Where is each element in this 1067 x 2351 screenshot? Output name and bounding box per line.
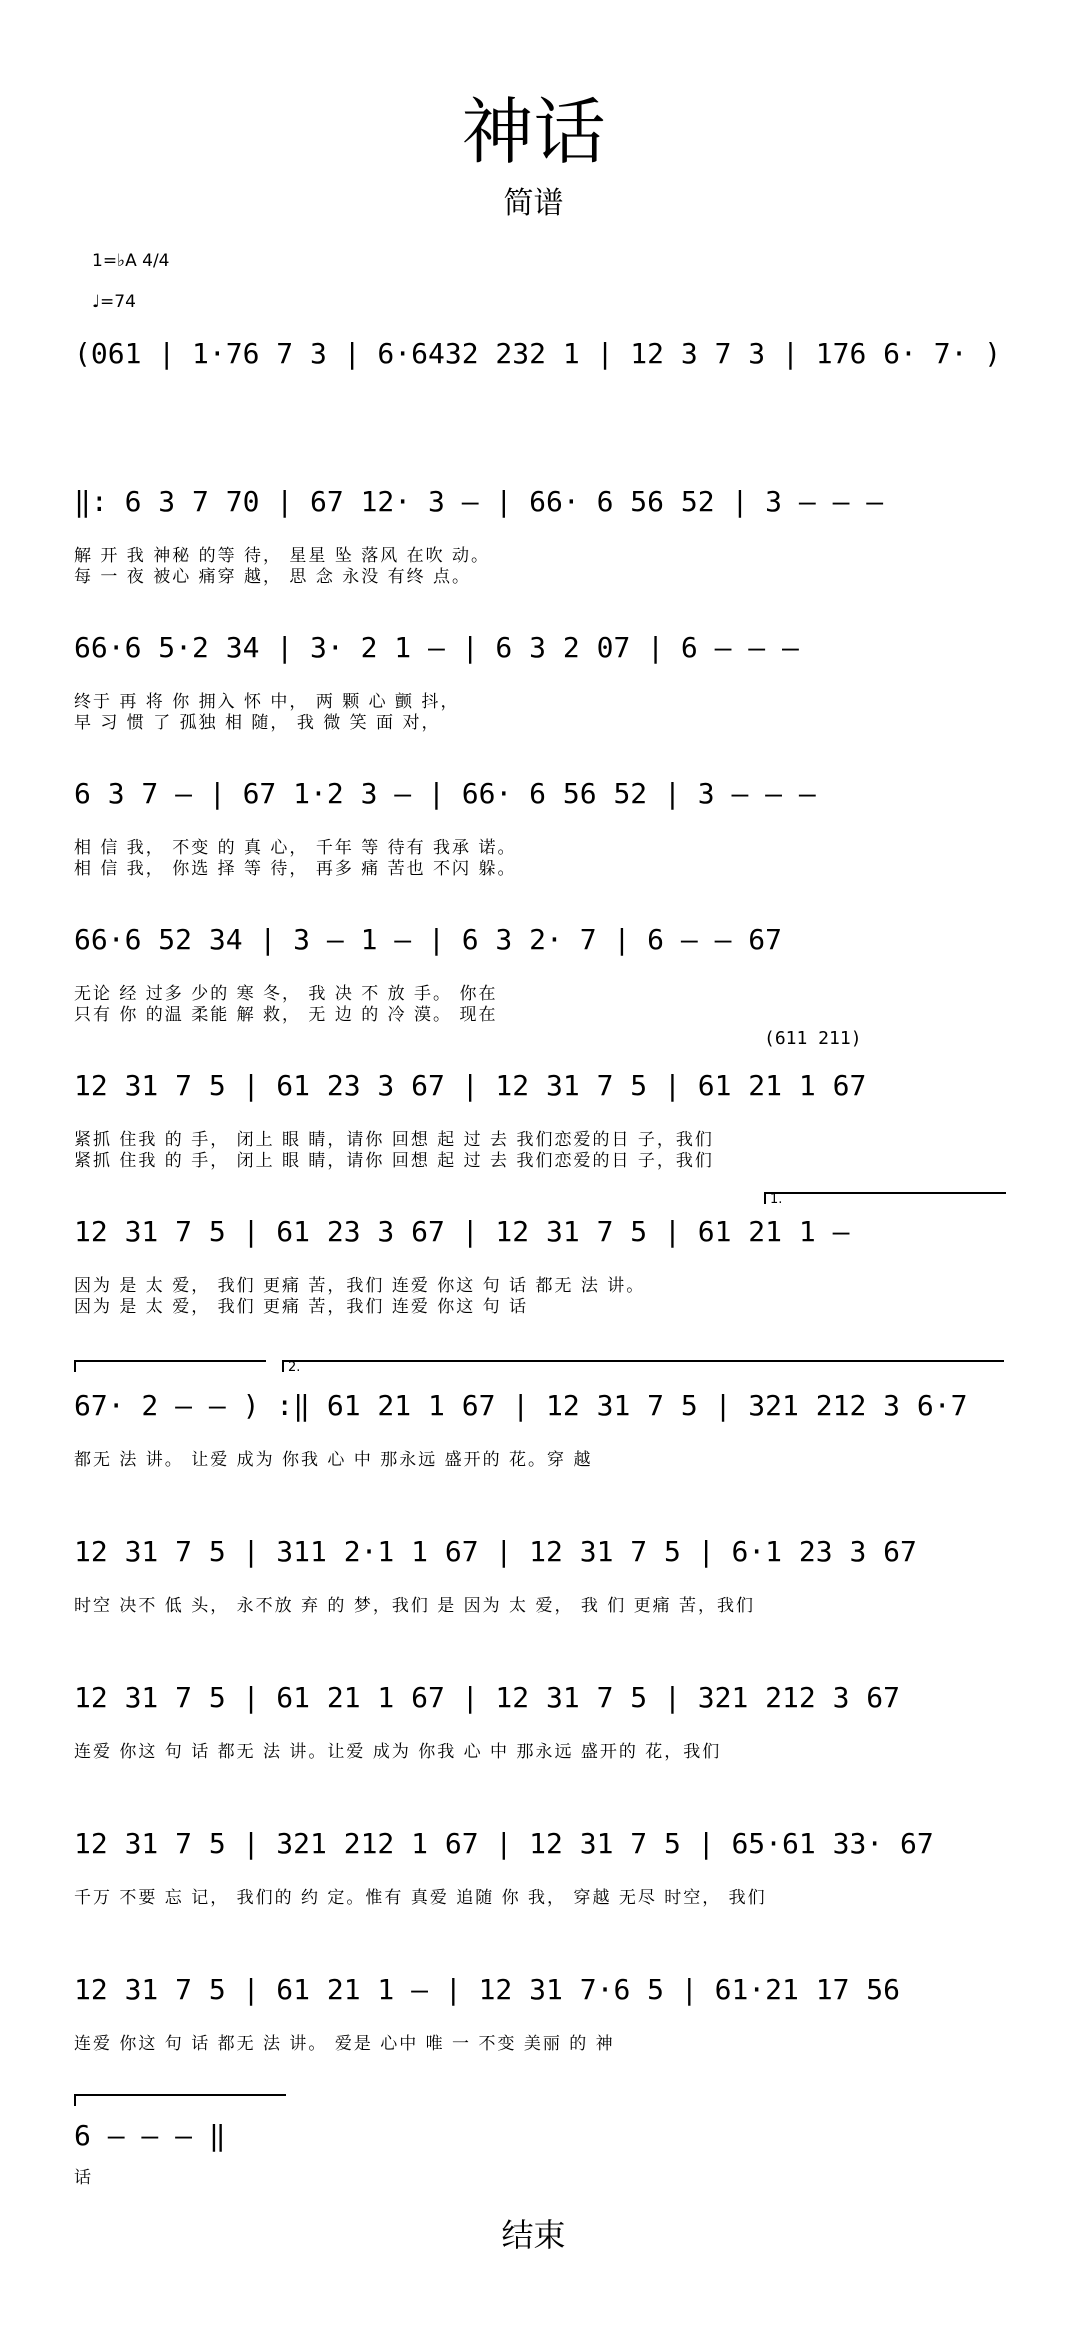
lyric-verse-1: 解 开 我 神秘 的等 待， 星星 坠 落风 在吹 动。 xyxy=(74,546,491,566)
ending-mark: 结束 xyxy=(501,2216,566,2254)
lyric-verse-2: 紧抓 住我 的 手， 闭上 眼 睛，请你 回想 起 过 去 我们恋爱的日 子，我们 xyxy=(74,1151,714,1171)
score-row xyxy=(74,1360,1014,1474)
notation-line: 12 31 7 5 | 61 21 1 67 | 12 31 7 5 | 321 212 3 67 xyxy=(74,1681,901,1714)
key-signature xyxy=(92,250,169,272)
tempo-mark: ♩=74 xyxy=(92,292,136,312)
alternate-notes: (611 211) xyxy=(764,1028,862,1049)
lyric-verse-2: 每 一 夜 被心 痛穿 越， 思 念 永没 有终 点。 xyxy=(74,567,472,587)
score-row xyxy=(74,1968,1014,2058)
notation-line: 12 31 7 5 | 321 212 1 67 | 12 31 7 5 | 65·61 33· 67 xyxy=(74,1827,934,1860)
lyric-line: 时空 决不 低 头， 永不放 弃 的 梦，我们 是 因为 太 爱， 我 们 更痛 苦，我们 xyxy=(74,1596,756,1616)
score-row xyxy=(74,918,1014,1028)
notation-line: ‖: 6 3 7 70 | 67 12· 3 – | 66· 6 56 52 | 3 – – – xyxy=(74,485,884,518)
score-row xyxy=(74,626,1014,736)
score-row xyxy=(74,480,1014,590)
score-row xyxy=(74,1192,1014,1320)
notation-line: 12 31 7 5 | 61 23 3 67 | 12 31 7 5 | 61 21 1 67 xyxy=(74,1069,867,1102)
song-title: 神话 xyxy=(461,90,606,174)
lyric-verse-1: 紧抓 住我 的 手， 闭上 眼 睛，请你 回想 起 过 去 我们恋爱的日 子，我们 xyxy=(74,1130,714,1150)
score-row-final xyxy=(74,2114,1014,2194)
score-row-intro xyxy=(74,332,1014,382)
notation-line: 6 3 7 – | 67 1·2 3 – | 66· 6 56 52 | 3 – – – xyxy=(74,777,816,810)
lyric-verse-2: 早 习 惯 了 孤独 相 随， 我 微 笑 面 对， xyxy=(74,713,441,733)
score-row xyxy=(74,1028,1014,1174)
notation-line: 12 31 7 5 | 311 2·1 1 67 | 12 31 7 5 | 6·1 23 3 67 xyxy=(74,1535,917,1568)
score-row xyxy=(74,1676,1014,1766)
time-signature: 4/4 xyxy=(142,251,170,271)
lyric-verse-1: 无论 经 过多 少的 寒 冬， 我 决 不 放 手。 你在 xyxy=(74,984,498,1004)
lyric-verse-1: 因为 是 太 爱， 我们 更痛 苦，我们 连爱 你这 句 话 都无 法 讲。 xyxy=(74,1276,646,1296)
lyric-line: 话 xyxy=(74,2168,93,2188)
notation-line: 12 31 7 5 | 61 21 1 – | 12 31 7·6 5 | 61·21 17 56 xyxy=(74,1973,901,2006)
lyric-verse-2: 只有 你 的温 柔能 解 救， 无 边 的 冷 漠。 现在 xyxy=(74,1005,498,1025)
volta-bracket xyxy=(282,1360,1004,1375)
lyric-line: 都无 法 讲。 让爱 成为 你我 心 中 那永远 盛开的 花。穿 越 xyxy=(74,1450,593,1470)
notation-line: 66·6 5·2 34 | 3· 2 1 – | 6 3 2 07 | 6 – – – xyxy=(74,631,799,664)
score-subtitle: 简谱 xyxy=(503,186,564,221)
lyric-line: 连爱 你这 句 话 都无 法 讲。让爱 成为 你我 心 中 那永远 盛开的 花，我们 xyxy=(74,1742,722,1762)
volta-bracket xyxy=(74,2094,286,2106)
lyric-verse-2: 因为 是 太 爱， 我们 更痛 苦，我们 连爱 你这 句 话 xyxy=(74,1297,529,1317)
notation-line: 6 – – – ‖ xyxy=(74,2119,226,2152)
lyric-line: 连爱 你这 句 话 都无 法 讲。 爱是 心中 唯 一 不变 美丽 的 神 xyxy=(74,2034,615,2054)
notation-line: 67· 2 – – ) :‖ 61 21 1 67 | 12 31 7 5 | 321 212 3 6·7 xyxy=(74,1389,968,1422)
score-row xyxy=(74,1530,1014,1620)
notation-line: 12 31 7 5 | 61 23 3 67 | 12 31 7 5 | 61 21 1 – xyxy=(74,1215,850,1248)
volta-number: 1. xyxy=(770,1192,783,1207)
key-label: 1=♭A xyxy=(92,251,137,271)
lyric-verse-1: 相 信 我， 不变 的 真 心， 千年 等 待有 我承 诺。 xyxy=(74,838,517,858)
volta-number: 2. xyxy=(288,1360,301,1375)
lyric-verse-2: 相 信 我， 你选 择 等 待， 再多 痛 苦也 不闪 躲。 xyxy=(74,859,517,879)
volta-bracket xyxy=(764,1192,1006,1207)
notation-line: (061 | 1·76 7 3 | 6·6432 232 1 | 12 3 7 3 | 176 6· 7· ) xyxy=(74,337,1002,370)
score-row xyxy=(74,1822,1014,1912)
lyric-line: 千万 不要 忘 记， 我们的 约 定。惟有 真爱 追随 你 我， 穿越 无尽 时空， 我们 xyxy=(74,1888,767,1908)
lyric-verse-1: 终于 再 将 你 拥入 怀 中， 两 颗 心 颤 抖， xyxy=(74,692,460,712)
volta-bracket xyxy=(74,1360,266,1372)
score-row xyxy=(74,772,1014,882)
notation-line: 66·6 52 34 | 3 – 1 – | 6 3 2· 7 | 6 – – 67 xyxy=(74,923,783,956)
